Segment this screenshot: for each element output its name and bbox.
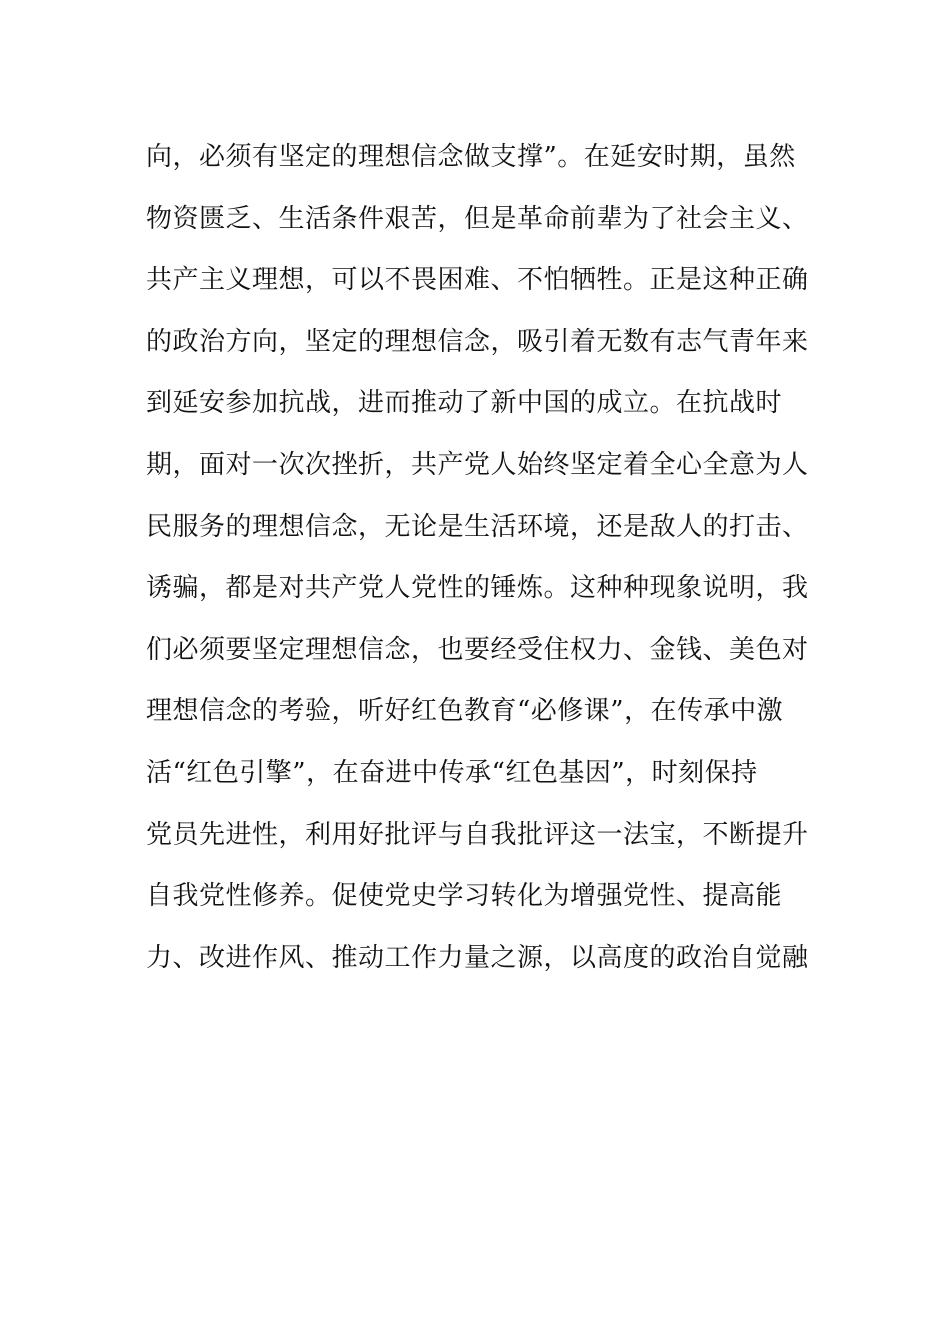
- text-line: 们必须要坚定理想信念，也要经受住权力、金钱、美色对: [146, 634, 809, 665]
- text-line: 到延安参加抗战，进而推动了新中国的成立。在抗战时: [146, 388, 783, 419]
- text-line: 自我党性修养。促使党史学习转化为增强党性、提高能: [146, 881, 783, 912]
- body-paragraph: [146, 127, 809, 989]
- text-line: 诱骗，都是对共产党人党性的锤炼。这种种现象说明，我: [146, 573, 809, 604]
- text-line: 活“红色引擎”，在奋进中传承“红色基因”，时刻保持: [146, 757, 758, 788]
- text-line: 共产主义理想，可以不畏困难、不怕牺牲。正是这种正确: [146, 265, 809, 296]
- text-line: 理想信念的考验，听好红色教育“必修课”，在传承中激: [146, 696, 784, 727]
- text-line: 力、改进作风、推动工作力量之源，以高度的政治自觉融: [146, 942, 809, 973]
- text-line: 物资匮乏、生活条件艰苦，但是革命前辈为了社会主义、: [146, 203, 809, 234]
- text-line: 民服务的理想信念，无论是生活环境，还是敌人的打击、: [146, 511, 809, 542]
- text-line: 期，面对一次次挫折，共产党人始终坚定着全心全意为人: [146, 449, 809, 480]
- text-line: 的政治方向，坚定的理想信念，吸引着无数有志气青年来: [146, 326, 809, 357]
- text-line: 党员先进性，利用好批评与自我批评这一法宝，不断提升: [146, 819, 809, 850]
- text-line: 向，必须有坚定的理想信念做支撑”。在延安时期，虽然: [146, 142, 796, 172]
